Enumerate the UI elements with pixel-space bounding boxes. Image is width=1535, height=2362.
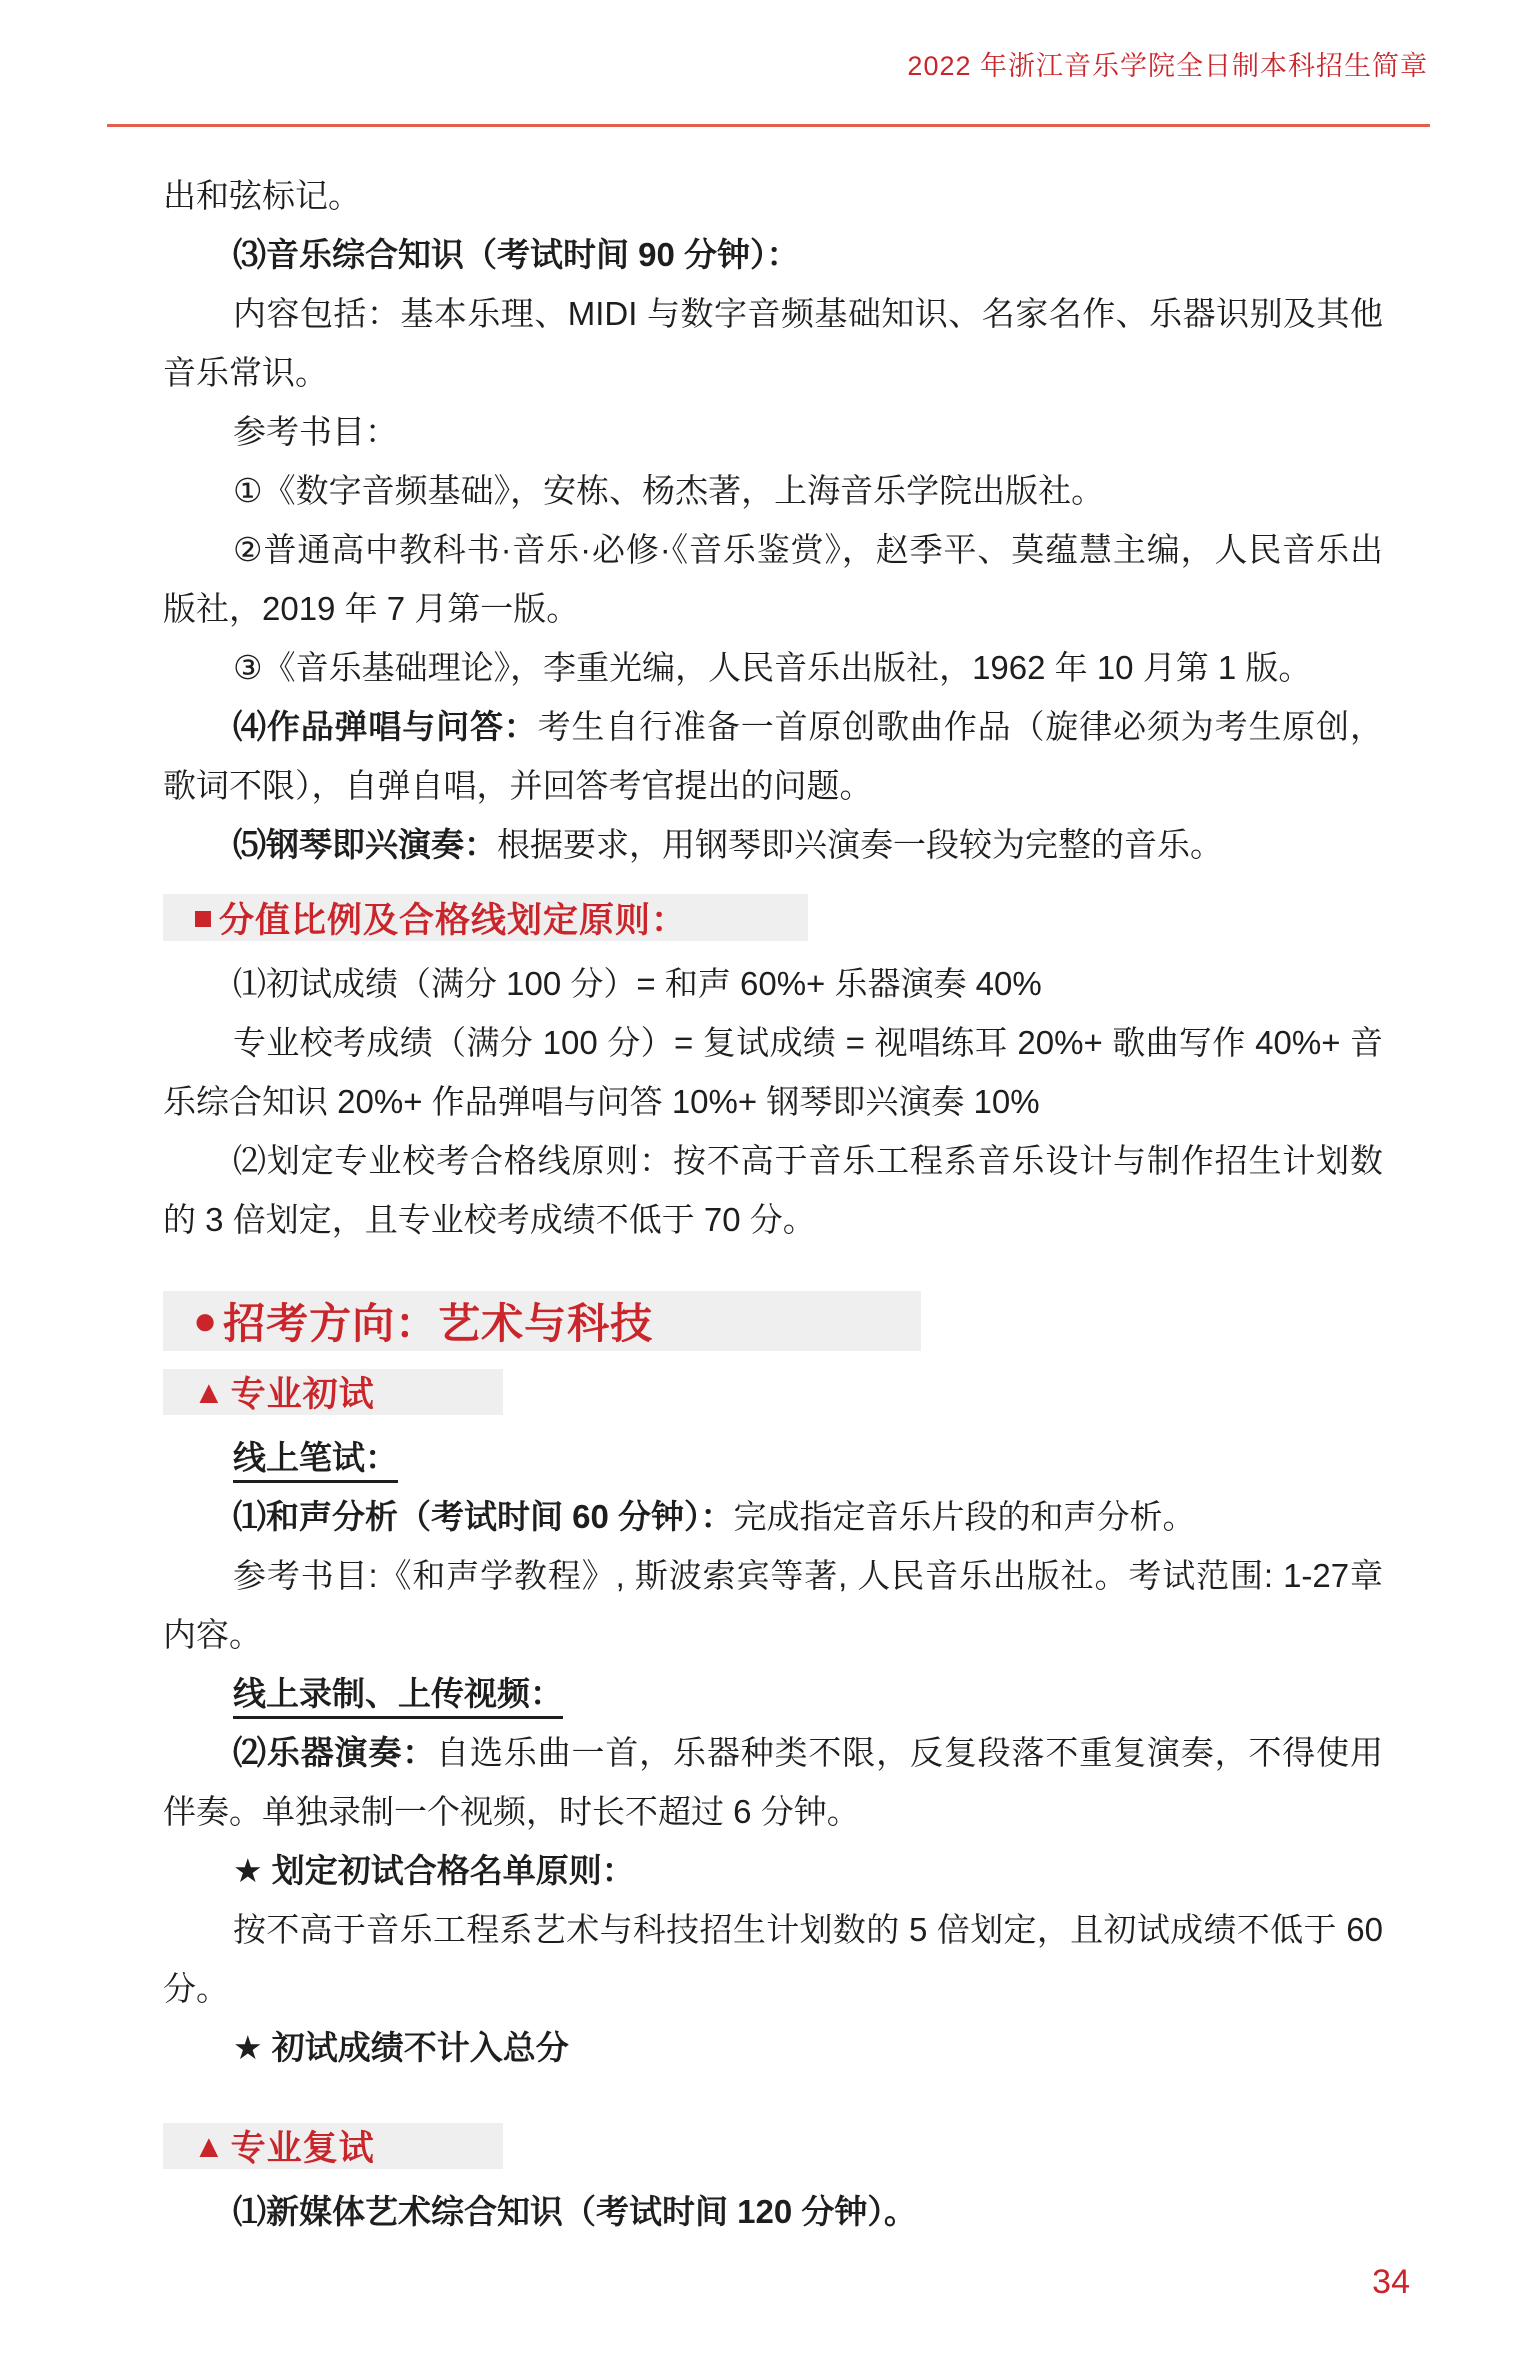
paragraph — [163, 1428, 1383, 1487]
page-header-title: 2022 年浙江音乐学院全日制本科招生简章 — [907, 51, 1428, 81]
text-run: 根据要求，用钢琴即兴演奏一段较为完整的音乐。 — [497, 826, 1223, 863]
paragraph — [163, 954, 1383, 1013]
paragraph — [163, 461, 1383, 520]
paragraph — [163, 225, 1383, 284]
paragraph — [163, 697, 1383, 815]
paragraph — [163, 1487, 1383, 1546]
text-run: ★ 初试成绩不计入总分 — [233, 2029, 569, 2066]
paragraph — [163, 1664, 1383, 1723]
document-body — [163, 166, 1383, 2241]
section-title: 专业复试 — [230, 2129, 375, 2168]
paragraph — [163, 1723, 1383, 1841]
triangle-bullet-icon: ▲ — [193, 1374, 225, 1410]
text-run: ⑵乐器演奏： — [233, 1734, 437, 1771]
paragraph — [163, 284, 1383, 402]
paragraph — [163, 1841, 1383, 1900]
section-title: 分值比例及合格线划定原则： — [218, 900, 687, 940]
section-title: 招考方向：艺术与科技 — [223, 1300, 654, 1347]
paragraph — [163, 1546, 1383, 1664]
section-header-bar — [163, 1291, 921, 1351]
text-run: 参考书目:《和声学教程》, 斯波索宾等著, 人民音乐出版社。考试范围: 1-27章内容。 — [163, 1557, 1383, 1653]
text-run: ⑴新媒体艺术综合知识（考试时间 120 分钟）。 — [233, 2193, 917, 2230]
text-run: ⑶音乐综合知识（考试时间 90 分钟）： — [233, 236, 800, 273]
text-run: ①《数字音频基础》，安栋、杨杰著，上海音乐学院出版社。 — [233, 472, 1105, 509]
text-run: ⑵划定专业校考合格线原则：按不高于音乐工程系音乐设计与制作招生计划数的 3 倍划定，且专业校考成绩不低于 70 分。 — [163, 1142, 1383, 1238]
text-run: ③《音乐基础理论》，李重光编，人民音乐出版社，1962 年 10 月第 1 版。 — [233, 649, 1312, 686]
paragraph — [163, 638, 1383, 697]
text-run: ⑴和声分析（考试时间 60 分钟）： — [233, 1498, 734, 1535]
text-run: 内容包括：基本乐理、MIDI 与数字音频基础知识、名家名作、乐器识别及其他音乐常识。 — [163, 295, 1383, 391]
text-run: 专业校考成绩（满分 100 分）= 复试成绩 = 视唱练耳 20%+ 歌曲写作 40%+ 音乐综合知识 20%+ 作品弹唱与问答 10%+ 钢琴即兴演奏 10% — [163, 1024, 1383, 1120]
triangle-bullet-icon: ▲ — [193, 2128, 225, 2164]
paragraph — [163, 1900, 1383, 2018]
section-header-bar — [163, 2123, 503, 2169]
text-run: ⑷作品弹唱与问答： — [233, 708, 538, 745]
text-run: 考生自行准备一首原创歌曲作品（旋律必须为考生原创，歌词不限），自弹自唱，并回答考官提出的问题。 — [163, 708, 1384, 804]
text-run: ⑴初试成绩（满分 100 分）= 和声 60%+ 乐器演奏 40% — [233, 965, 1042, 1002]
text-run: ②普通高中教科书·音乐·必修·《音乐鉴赏》，赵季平、莫蕴慧主编，人民音乐出版社，2019 年 7 月第一版。 — [163, 531, 1383, 627]
section-header-bar — [163, 894, 808, 941]
text-run: 出和弦标记。 — [163, 177, 361, 214]
paragraph — [163, 402, 1383, 461]
text-run: ★ 划定初试合格名单原则： — [233, 1852, 635, 1889]
text-run: 参考书目： — [233, 413, 398, 450]
text-run: 线上录制、上传视频： — [233, 1675, 563, 1719]
text-run: 自选乐曲一首，乐器种类不限，反复段落不重复演奏，不得使用伴奏。单独录制一个视频，时长不超过 6 分钟。 — [163, 1734, 1384, 1830]
text-run: 完成指定音乐片段的和声分析。 — [733, 1498, 1196, 1535]
paragraph — [163, 2182, 1383, 2241]
paragraph — [163, 1013, 1383, 1131]
paragraph — [163, 815, 1383, 874]
section-header-bar — [163, 1369, 503, 1415]
square-bullet-icon: ■ — [193, 899, 213, 936]
text-run: 按不高于音乐工程系艺术与科技招生计划数的 5 倍划定，且初试成绩不低于 60 分。 — [163, 1911, 1383, 2007]
circle-bullet-icon: ● — [193, 1299, 218, 1343]
text-run: ⑸钢琴即兴演奏： — [233, 826, 497, 863]
paragraph — [163, 1131, 1383, 1249]
paragraph — [163, 520, 1383, 638]
page-number: 34 — [1372, 2263, 1410, 2301]
text-run: 线上笔试： — [233, 1439, 398, 1483]
section-title: 专业初试 — [230, 1375, 375, 1414]
paragraph — [163, 166, 1383, 225]
header-divider-line — [107, 124, 1430, 127]
paragraph — [163, 2018, 1383, 2077]
